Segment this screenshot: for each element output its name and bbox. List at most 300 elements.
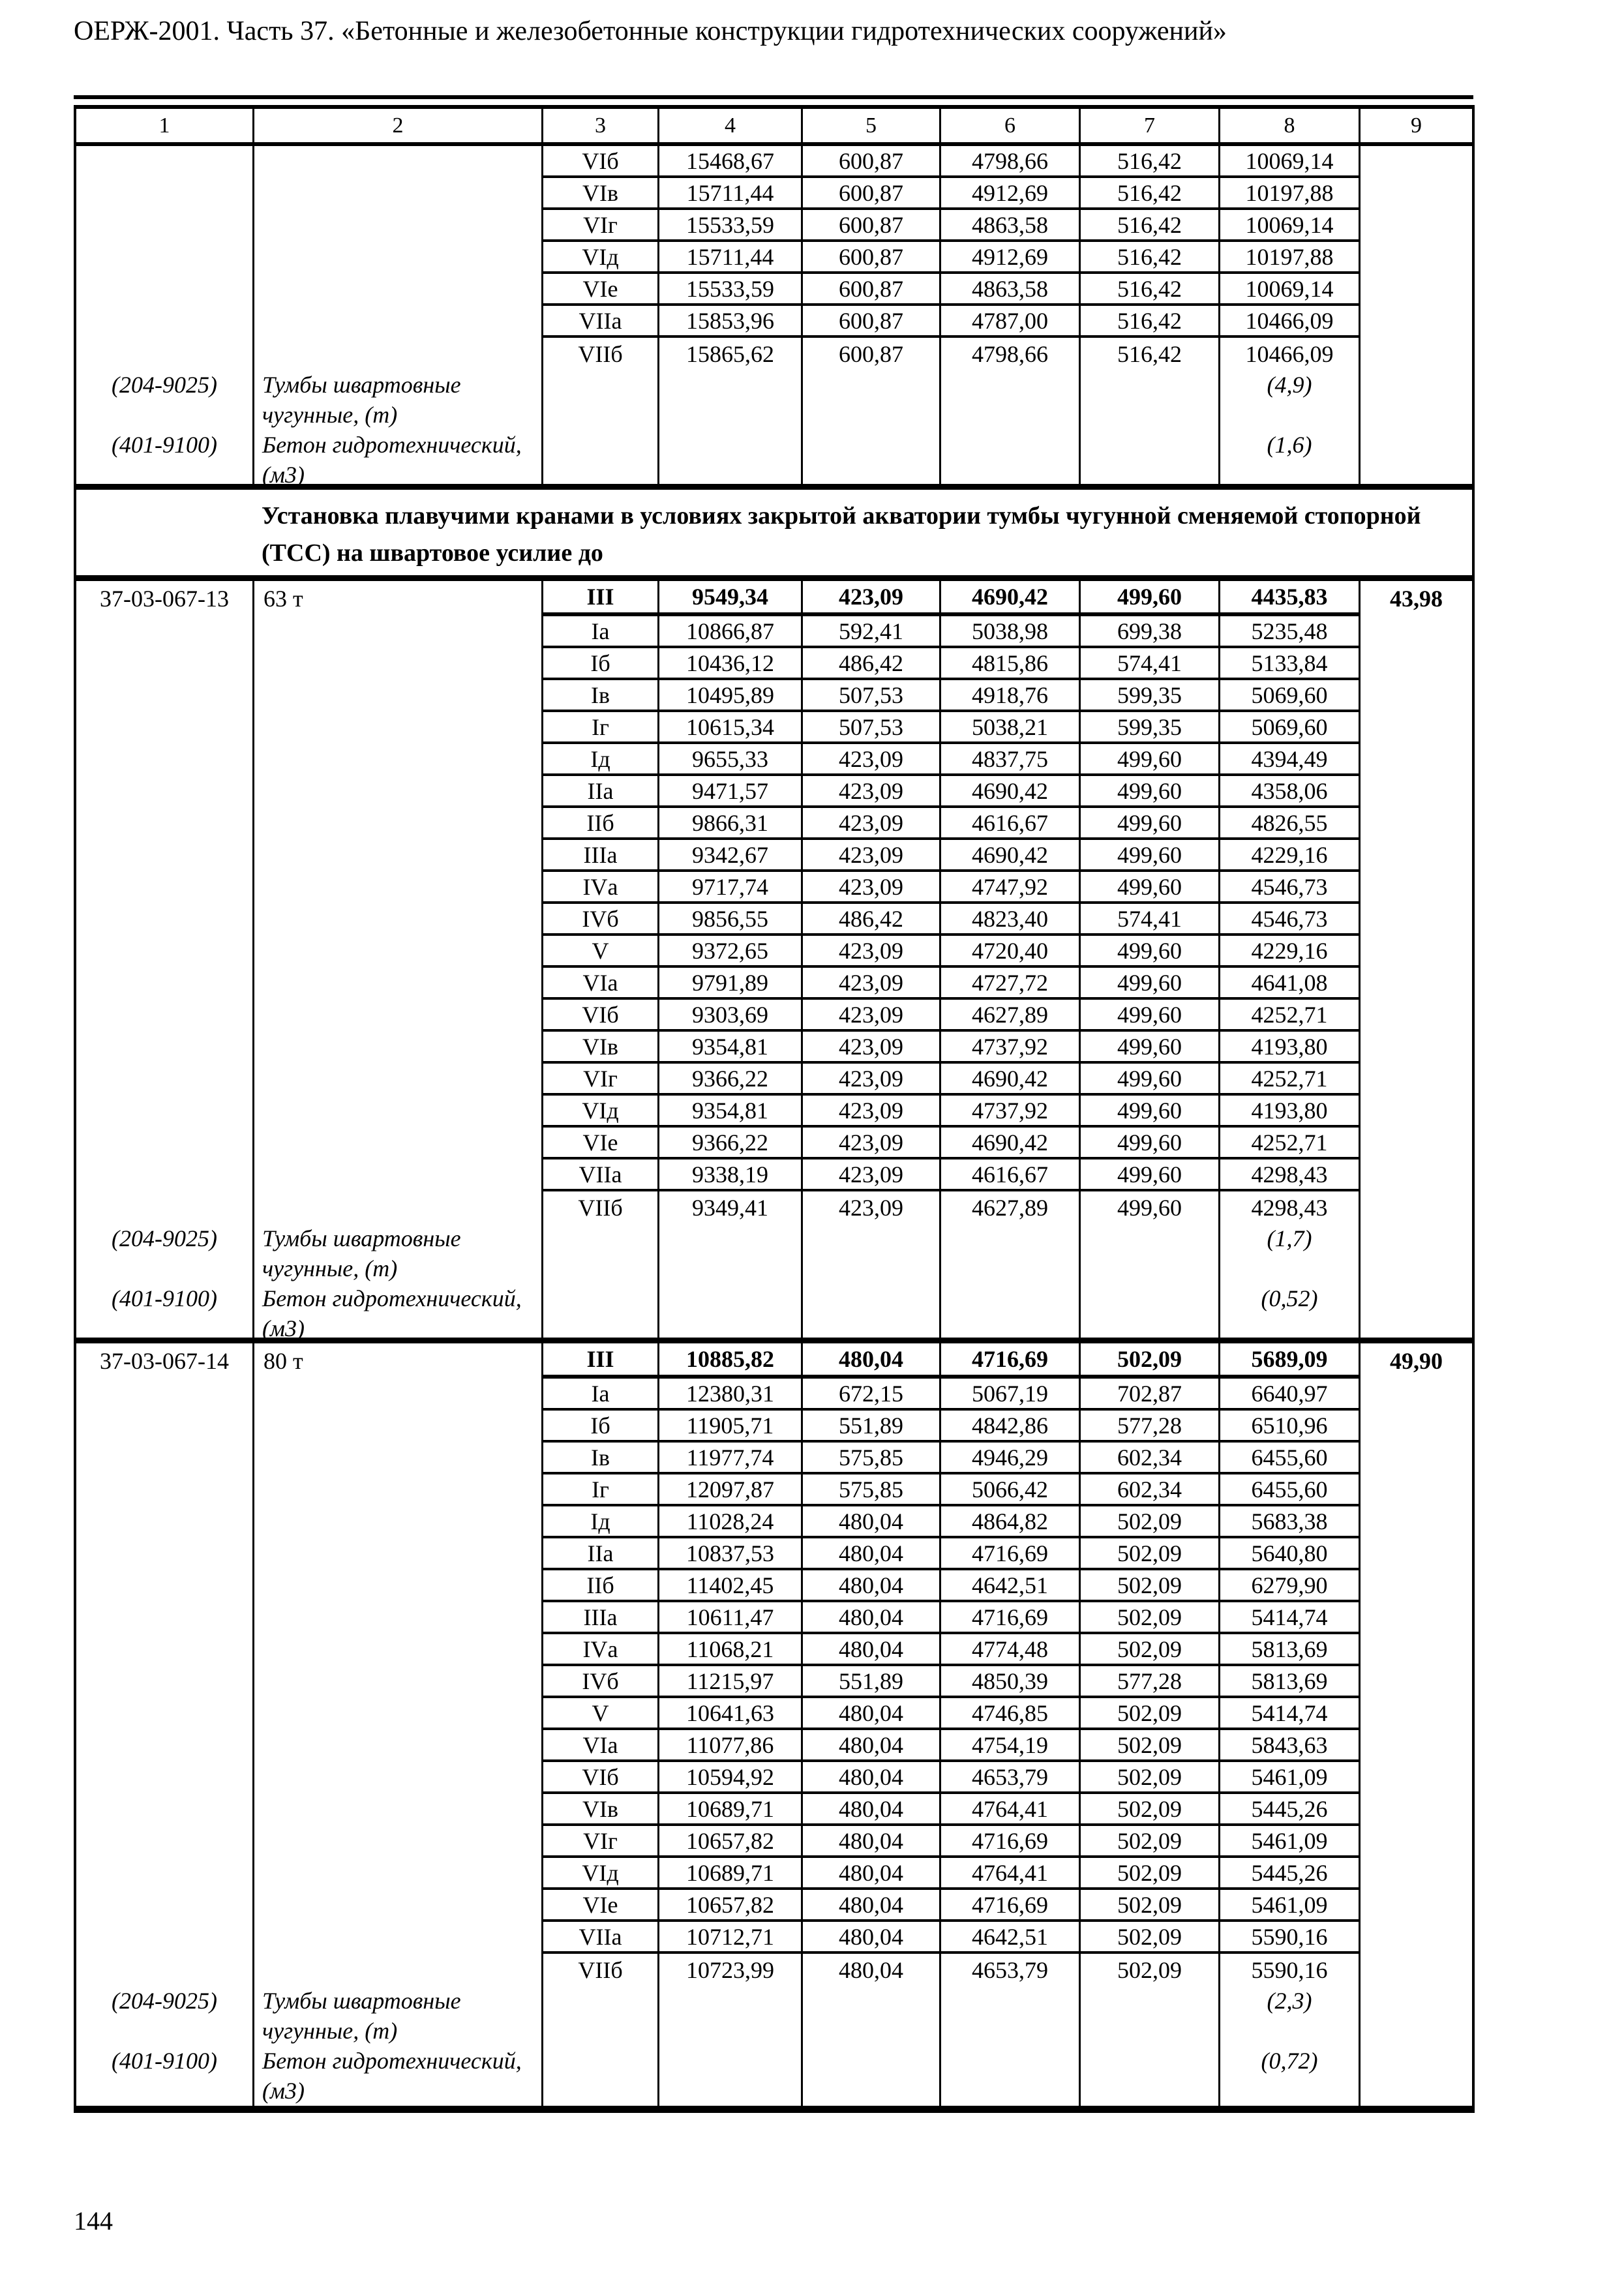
value: 9349,41 bbox=[692, 1194, 768, 1221]
value-cell: 480,04 bbox=[801, 1698, 939, 1730]
value-cell: 480,04 bbox=[801, 1570, 939, 1602]
resource-name: Тумбы швартовные чугунные, (т) bbox=[262, 1225, 461, 1281]
value-cell: 10689,71 bbox=[657, 1858, 801, 1890]
norm-index-cell: VIа bbox=[541, 1730, 657, 1762]
norm-index-cell: IIб bbox=[541, 808, 657, 840]
norm-index-cell: VIIа bbox=[541, 1159, 657, 1191]
value-cell: 15468,67 bbox=[657, 146, 801, 178]
value-cell: 4642,51 bbox=[939, 1922, 1079, 1954]
value-cell: 480,04 bbox=[801, 1762, 939, 1794]
value-cell: 10885,82 bbox=[657, 1343, 801, 1379]
value-cell: 10069,14 bbox=[1218, 146, 1359, 178]
value-cell: 4912,69 bbox=[939, 178, 1079, 210]
value-cell: 480,04 bbox=[801, 1343, 939, 1379]
column-header: 8 bbox=[1218, 109, 1359, 146]
value-cell: 574,41 bbox=[1079, 648, 1218, 680]
value-cell: 502,09 bbox=[1079, 1762, 1218, 1794]
value-cell: 9655,33 bbox=[657, 744, 801, 776]
value-cell: 5414,74 bbox=[1218, 1698, 1359, 1730]
value-cell bbox=[801, 1954, 939, 2106]
norm-index-cell: VIв bbox=[541, 1032, 657, 1064]
value-cell: 423,09 bbox=[801, 744, 939, 776]
value-cell: 10436,12 bbox=[657, 648, 801, 680]
value-cell: 11077,86 bbox=[657, 1730, 801, 1762]
value-cell: 5066,42 bbox=[939, 1474, 1079, 1506]
resource-value: (2,3) bbox=[1267, 1988, 1312, 2014]
value-cell: 599,35 bbox=[1079, 680, 1218, 712]
value-cell: 4912,69 bbox=[939, 242, 1079, 274]
value-cell: 480,04 bbox=[801, 1730, 939, 1762]
value-cell: 480,04 bbox=[801, 1538, 939, 1570]
resource-name: Бетон гидротехнический, (м3) bbox=[262, 432, 522, 488]
value-cell: 15533,59 bbox=[657, 274, 801, 306]
value-cell: 12380,31 bbox=[657, 1379, 801, 1411]
value-cell: 600,87 bbox=[801, 306, 939, 338]
resource-code: (401-9100) bbox=[112, 2048, 217, 2074]
value-cell: 9372,65 bbox=[657, 936, 801, 968]
value-cell bbox=[1218, 338, 1359, 490]
value-cell: 4850,39 bbox=[939, 1666, 1079, 1698]
value-cell: 4358,06 bbox=[1218, 776, 1359, 808]
value-cell: 600,87 bbox=[801, 242, 939, 274]
value-cell: 480,04 bbox=[801, 1794, 939, 1826]
norm-index-cell: IVа bbox=[541, 872, 657, 904]
value: 600,87 bbox=[839, 340, 903, 367]
value-cell bbox=[1079, 1191, 1218, 1343]
norm-index-cell: Iг bbox=[541, 1474, 657, 1506]
value-cell: 516,42 bbox=[1079, 210, 1218, 242]
value-cell: 9354,81 bbox=[657, 1032, 801, 1064]
value-cell: 4716,69 bbox=[939, 1538, 1079, 1570]
value: 10466,09 bbox=[1245, 340, 1334, 367]
value-cell: 4690,42 bbox=[939, 1128, 1079, 1159]
norm-index-cell: VIIа bbox=[541, 306, 657, 338]
norm-index-cell: VIб bbox=[541, 1762, 657, 1794]
value-cell: 9856,55 bbox=[657, 904, 801, 936]
value-cell: 423,09 bbox=[801, 872, 939, 904]
value-cell: 502,09 bbox=[1079, 1890, 1218, 1922]
norm-index-cell: IIIа bbox=[541, 840, 657, 872]
value-cell: 4193,80 bbox=[1218, 1032, 1359, 1064]
value-cell: 602,34 bbox=[1079, 1443, 1218, 1474]
value-cell: 499,60 bbox=[1079, 1064, 1218, 1096]
value-cell: 423,09 bbox=[801, 1159, 939, 1191]
page-number: 144 bbox=[74, 2206, 113, 2236]
norm-index-cell: VIг bbox=[541, 210, 657, 242]
column-header: 7 bbox=[1079, 109, 1218, 146]
value-cell: 499,60 bbox=[1079, 840, 1218, 872]
value-cell: 4627,89 bbox=[939, 1000, 1079, 1032]
value-cell: 499,60 bbox=[1079, 936, 1218, 968]
resource-code: (401-9100) bbox=[112, 432, 217, 458]
resource-value: (4,9) bbox=[1267, 372, 1312, 398]
column-header: 5 bbox=[801, 109, 939, 146]
resource-code: (401-9100) bbox=[112, 1285, 217, 1311]
norm-index-cell: Iг bbox=[541, 712, 657, 744]
value-cell: 4229,16 bbox=[1218, 936, 1359, 968]
norm-index-cell: VIд bbox=[541, 242, 657, 274]
estimate-row-desc bbox=[252, 581, 541, 1343]
value-cell: 4747,92 bbox=[939, 872, 1079, 904]
value-cell: 4252,71 bbox=[1218, 1000, 1359, 1032]
value-cell: 4716,69 bbox=[939, 1602, 1079, 1634]
value-cell: 4616,67 bbox=[939, 808, 1079, 840]
value-cell: 10466,09 bbox=[1218, 306, 1359, 338]
value: 4653,79 bbox=[972, 1956, 1048, 1983]
value-cell: 5813,69 bbox=[1218, 1634, 1359, 1666]
value-cell: 15711,44 bbox=[657, 242, 801, 274]
value: 4298,43 bbox=[1251, 1194, 1328, 1221]
value-cell: 4787,00 bbox=[939, 306, 1079, 338]
norm-index-cell: V bbox=[541, 1698, 657, 1730]
value-cell: 4737,92 bbox=[939, 1032, 1079, 1064]
norm-index-cell: VIг bbox=[541, 1826, 657, 1858]
norm-index: VIIб bbox=[578, 1956, 623, 1983]
value-cell: 10641,63 bbox=[657, 1698, 801, 1730]
value-cell: 502,09 bbox=[1079, 1538, 1218, 1570]
value-cell: 592,41 bbox=[801, 616, 939, 648]
value-cell: 423,09 bbox=[801, 1064, 939, 1096]
value-cell: 4826,55 bbox=[1218, 808, 1359, 840]
norm-index-cell: VIв bbox=[541, 178, 657, 210]
value-cell: 5069,60 bbox=[1218, 680, 1359, 712]
value-cell: 11028,24 bbox=[657, 1506, 801, 1538]
value-cell: 10197,88 bbox=[1218, 242, 1359, 274]
value: 502,09 bbox=[1117, 1956, 1182, 1983]
value-cell: 9791,89 bbox=[657, 968, 801, 1000]
value-cell: 4690,42 bbox=[939, 776, 1079, 808]
norm-index-cell bbox=[541, 1954, 657, 2106]
value: 4627,89 bbox=[972, 1194, 1048, 1221]
value-cell: 6455,60 bbox=[1218, 1443, 1359, 1474]
value-cell: 551,89 bbox=[801, 1666, 939, 1698]
value-cell: 10197,88 bbox=[1218, 178, 1359, 210]
value: 15865,62 bbox=[686, 340, 774, 367]
estimate-code: 37-03-067-13 bbox=[100, 586, 229, 612]
value-cell: 486,42 bbox=[801, 648, 939, 680]
value-cell: 499,60 bbox=[1079, 1096, 1218, 1128]
value-cell: 9717,74 bbox=[657, 872, 801, 904]
value-cell: 9549,34 bbox=[657, 581, 801, 616]
value-cell: 4690,42 bbox=[939, 1064, 1079, 1096]
value-cell: 4394,49 bbox=[1218, 744, 1359, 776]
value-cell: 4798,66 bbox=[939, 146, 1079, 178]
value-cell: 423,09 bbox=[801, 1000, 939, 1032]
value-cell: 9366,22 bbox=[657, 1128, 801, 1159]
value-cell: 4616,67 bbox=[939, 1159, 1079, 1191]
value-cell: 6455,60 bbox=[1218, 1474, 1359, 1506]
value-cell: 499,60 bbox=[1079, 968, 1218, 1000]
value-cell: 499,60 bbox=[1079, 808, 1218, 840]
value-cell: 5038,21 bbox=[939, 712, 1079, 744]
capacity-label: 80 т bbox=[263, 1348, 303, 1374]
value-cell: 4546,73 bbox=[1218, 872, 1359, 904]
value-cell: 4642,51 bbox=[939, 1570, 1079, 1602]
value-cell: 423,09 bbox=[801, 936, 939, 968]
value-cell: 480,04 bbox=[801, 1858, 939, 1890]
value-cell: 9354,81 bbox=[657, 1096, 801, 1128]
norm-index-cell: VIб bbox=[541, 1000, 657, 1032]
value-cell: 502,09 bbox=[1079, 1826, 1218, 1858]
value-cell: 486,42 bbox=[801, 904, 939, 936]
description-column-cell bbox=[252, 146, 541, 490]
value-cell: 9866,31 bbox=[657, 808, 801, 840]
value-cell: 9303,69 bbox=[657, 1000, 801, 1032]
value-cell: 600,87 bbox=[801, 210, 939, 242]
value-cell: 5133,84 bbox=[1218, 648, 1359, 680]
norm-index-cell: III bbox=[541, 1343, 657, 1379]
value-cell: 10069,14 bbox=[1218, 210, 1359, 242]
norm-index-cell: IVб bbox=[541, 1666, 657, 1698]
value-cell: 15533,59 bbox=[657, 210, 801, 242]
value-cell: 4546,73 bbox=[1218, 904, 1359, 936]
norm-index-cell: Iв bbox=[541, 680, 657, 712]
resource-name: Бетон гидротехнический, (м3) bbox=[262, 1285, 522, 1341]
value-cell: 502,09 bbox=[1079, 1570, 1218, 1602]
resource-value: (0,72) bbox=[1261, 2048, 1318, 2074]
value-cell bbox=[801, 1191, 939, 1343]
value: 499,60 bbox=[1117, 1194, 1182, 1221]
norm-index-cell bbox=[541, 1191, 657, 1343]
value-cell: 4193,80 bbox=[1218, 1096, 1359, 1128]
value-cell: 5067,19 bbox=[939, 1379, 1079, 1411]
value-cell bbox=[939, 338, 1079, 490]
value-cell: 507,53 bbox=[801, 712, 939, 744]
value-cell bbox=[939, 1954, 1079, 2106]
value-cell: 4863,58 bbox=[939, 210, 1079, 242]
value-cell: 4823,40 bbox=[939, 904, 1079, 936]
resource-code: (204-9025) bbox=[112, 1988, 217, 2014]
value-cell: 4716,69 bbox=[939, 1826, 1079, 1858]
norm-index-cell: VIе bbox=[541, 274, 657, 306]
value-cell: 4435,83 bbox=[1218, 581, 1359, 616]
value-cell: 5461,09 bbox=[1218, 1762, 1359, 1794]
norm-index-cell: VIг bbox=[541, 1064, 657, 1096]
value-cell: 5038,98 bbox=[939, 616, 1079, 648]
value-cell: 480,04 bbox=[801, 1922, 939, 1954]
value-cell: 480,04 bbox=[801, 1506, 939, 1538]
value-cell: 423,09 bbox=[801, 1032, 939, 1064]
value-cell: 499,60 bbox=[1079, 1000, 1218, 1032]
norm-index-cell: IIа bbox=[541, 1538, 657, 1570]
section-header bbox=[76, 490, 1472, 581]
norm-index-cell: IIб bbox=[541, 1570, 657, 1602]
value-cell: 4737,92 bbox=[939, 1096, 1079, 1128]
value-cell: 4298,43 bbox=[1218, 1159, 1359, 1191]
resource-value: (1,7) bbox=[1267, 1225, 1312, 1251]
value-cell: 423,09 bbox=[801, 1096, 939, 1128]
value-cell: 11402,45 bbox=[657, 1570, 801, 1602]
value: 5590,16 bbox=[1251, 1956, 1328, 1983]
norm-index-cell: Iб bbox=[541, 1411, 657, 1443]
resource-value: (0,52) bbox=[1261, 1285, 1318, 1311]
value-cell: 4252,71 bbox=[1218, 1128, 1359, 1159]
norm-index-cell: VIд bbox=[541, 1858, 657, 1890]
norm-index-cell: Iа bbox=[541, 1379, 657, 1411]
norm-index: VIIб bbox=[578, 1194, 623, 1221]
value-cell: 4716,69 bbox=[939, 1343, 1079, 1379]
estimate-code: 37-03-067-14 bbox=[100, 1348, 229, 1374]
value-cell: 575,85 bbox=[801, 1443, 939, 1474]
value-cell: 5689,09 bbox=[1218, 1343, 1359, 1379]
value-cell: 4754,19 bbox=[939, 1730, 1079, 1762]
column-header: 9 bbox=[1359, 109, 1472, 146]
estimate-row-left bbox=[76, 1343, 252, 2106]
value-cell: 4764,41 bbox=[939, 1858, 1079, 1890]
value-cell: 423,09 bbox=[801, 1128, 939, 1159]
value-cell: 10615,34 bbox=[657, 712, 801, 744]
value-cell: 4774,48 bbox=[939, 1634, 1079, 1666]
column-header: 2 bbox=[252, 109, 541, 146]
norm-index-cell: VIб bbox=[541, 146, 657, 178]
value-cell: 4946,29 bbox=[939, 1443, 1079, 1474]
value-cell: 575,85 bbox=[801, 1474, 939, 1506]
value-cell: 4653,79 bbox=[939, 1762, 1079, 1794]
norm-index-cell: VIд bbox=[541, 1096, 657, 1128]
value-cell: 5445,26 bbox=[1218, 1794, 1359, 1826]
value-cell bbox=[801, 338, 939, 490]
value-cell: 10837,53 bbox=[657, 1538, 801, 1570]
value-cell: 502,09 bbox=[1079, 1730, 1218, 1762]
resource-code: (204-9025) bbox=[112, 372, 217, 398]
value-cell: 5069,60 bbox=[1218, 712, 1359, 744]
value-cell: 10611,47 bbox=[657, 1602, 801, 1634]
value-cell: 502,09 bbox=[1079, 1922, 1218, 1954]
value-cell: 600,87 bbox=[801, 274, 939, 306]
value-cell: 4764,41 bbox=[939, 1794, 1079, 1826]
value-cell: 499,60 bbox=[1079, 581, 1218, 616]
value-cell: 5461,09 bbox=[1218, 1826, 1359, 1858]
value-cell: 4690,42 bbox=[939, 840, 1079, 872]
resource-value: (1,6) bbox=[1267, 432, 1312, 458]
value-cell: 4864,82 bbox=[939, 1506, 1079, 1538]
value: 423,09 bbox=[839, 1194, 903, 1221]
value-cell: 516,42 bbox=[1079, 242, 1218, 274]
value-cell: 600,87 bbox=[801, 146, 939, 178]
column-header: 1 bbox=[76, 109, 252, 146]
value-cell: 551,89 bbox=[801, 1411, 939, 1443]
resource-name: Тумбы швартовные чугунные, (т) bbox=[262, 1988, 461, 2044]
value-cell: 699,38 bbox=[1079, 616, 1218, 648]
norm-index-cell: Iд bbox=[541, 744, 657, 776]
value-cell: 577,28 bbox=[1079, 1411, 1218, 1443]
value-cell: 516,42 bbox=[1079, 306, 1218, 338]
labor-value: 43,98 bbox=[1390, 586, 1443, 612]
value-cell: 5461,09 bbox=[1218, 1890, 1359, 1922]
value-cell: 10657,82 bbox=[657, 1826, 801, 1858]
norm-index-cell: Iв bbox=[541, 1443, 657, 1474]
value-cell: 499,60 bbox=[1079, 872, 1218, 904]
labor-column-cell bbox=[1359, 1343, 1472, 2106]
value-cell bbox=[1218, 1954, 1359, 2106]
header-rule bbox=[74, 95, 1473, 105]
value-cell bbox=[657, 338, 801, 490]
value-cell: 10069,14 bbox=[1218, 274, 1359, 306]
value-cell: 6510,96 bbox=[1218, 1411, 1359, 1443]
norm-index-cell: V bbox=[541, 936, 657, 968]
value: 516,42 bbox=[1117, 340, 1182, 367]
value-cell: 4842,86 bbox=[939, 1411, 1079, 1443]
value-cell: 480,04 bbox=[801, 1634, 939, 1666]
value-cell: 499,60 bbox=[1079, 744, 1218, 776]
value-cell: 516,42 bbox=[1079, 146, 1218, 178]
value: 480,04 bbox=[839, 1956, 903, 1983]
value-cell: 602,34 bbox=[1079, 1474, 1218, 1506]
value-cell bbox=[1079, 338, 1218, 490]
estimates-grid bbox=[74, 105, 1475, 2113]
norm-index-cell: Iа bbox=[541, 616, 657, 648]
value-cell bbox=[1079, 1954, 1218, 2106]
value-cell: 702,87 bbox=[1079, 1379, 1218, 1411]
value-cell: 574,41 bbox=[1079, 904, 1218, 936]
section-header-line2: (ТСС) на швартовое усилие до bbox=[262, 539, 603, 567]
value-cell: 5414,74 bbox=[1218, 1602, 1359, 1634]
value-cell: 423,09 bbox=[801, 840, 939, 872]
value-cell: 502,09 bbox=[1079, 1506, 1218, 1538]
value-cell: 502,09 bbox=[1079, 1602, 1218, 1634]
value-cell: 9342,67 bbox=[657, 840, 801, 872]
resource-code: (204-9025) bbox=[112, 1225, 217, 1251]
value-cell: 6279,90 bbox=[1218, 1570, 1359, 1602]
value-cell: 11977,74 bbox=[657, 1443, 801, 1474]
value-cell: 11068,21 bbox=[657, 1634, 801, 1666]
norm-index-cell bbox=[541, 338, 657, 490]
value-cell: 5683,38 bbox=[1218, 1506, 1359, 1538]
page-title: ОЕРЖ-2001. Часть 37. «Бетонные и железобетонные конструкции гидротехнических сооружений» bbox=[74, 16, 1227, 46]
value-cell: 502,09 bbox=[1079, 1343, 1218, 1379]
estimates-table bbox=[74, 95, 1475, 2113]
value-cell: 499,60 bbox=[1079, 1159, 1218, 1191]
section-header-line1: Установка плавучими кранами в условиях закрытой акватории тумбы чугунной сменяемой стопорной bbox=[262, 502, 1421, 530]
value-cell: 9471,57 bbox=[657, 776, 801, 808]
value-cell: 502,09 bbox=[1079, 1858, 1218, 1890]
value-cell: 6640,97 bbox=[1218, 1379, 1359, 1411]
norm-index-cell: IVа bbox=[541, 1634, 657, 1666]
value-cell: 507,53 bbox=[801, 680, 939, 712]
column-header: 4 bbox=[657, 109, 801, 146]
labor-column-cell bbox=[1359, 146, 1472, 490]
norm-index-cell: Iд bbox=[541, 1506, 657, 1538]
value-cell: 10866,87 bbox=[657, 616, 801, 648]
value-cell: 4229,16 bbox=[1218, 840, 1359, 872]
value-cell: 4746,85 bbox=[939, 1698, 1079, 1730]
value-cell bbox=[1218, 1191, 1359, 1343]
norm-index-cell: Iб bbox=[541, 648, 657, 680]
estimate-row-left bbox=[76, 581, 252, 1343]
value-cell: 4252,71 bbox=[1218, 1064, 1359, 1096]
norm-index-cell: VIе bbox=[541, 1890, 657, 1922]
value-cell: 10712,71 bbox=[657, 1922, 801, 1954]
value-cell: 577,28 bbox=[1079, 1666, 1218, 1698]
value-cell: 4641,08 bbox=[1218, 968, 1359, 1000]
value-cell: 599,35 bbox=[1079, 712, 1218, 744]
value-cell: 10689,71 bbox=[657, 1794, 801, 1826]
value-cell bbox=[657, 1954, 801, 2106]
value-cell: 480,04 bbox=[801, 1826, 939, 1858]
value-cell: 516,42 bbox=[1079, 274, 1218, 306]
norm-index-cell: IIа bbox=[541, 776, 657, 808]
value-cell: 516,42 bbox=[1079, 178, 1218, 210]
value-cell: 5445,26 bbox=[1218, 1858, 1359, 1890]
value-cell: 499,60 bbox=[1079, 776, 1218, 808]
value-cell: 423,09 bbox=[801, 968, 939, 1000]
value-cell: 15853,96 bbox=[657, 306, 801, 338]
norm-index-cell: VIв bbox=[541, 1794, 657, 1826]
resource-name: Тумбы швартовные чугунные, (т) bbox=[262, 372, 461, 428]
value-cell: 11215,97 bbox=[657, 1666, 801, 1698]
value-cell: 4863,58 bbox=[939, 274, 1079, 306]
value-cell: 10495,89 bbox=[657, 680, 801, 712]
